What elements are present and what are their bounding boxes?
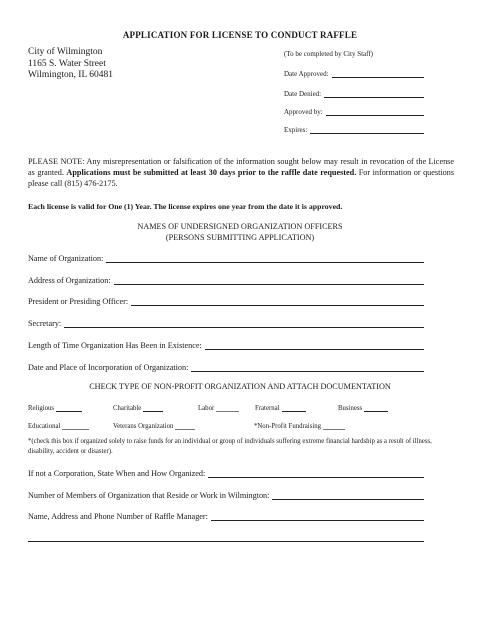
notice-part-2: Applications must be submitted at least 30 days prior to the raffle date requested. [66,168,357,177]
org-type-heading: CHECK TYPE OF NON-PROFIT ORGANIZATION AND ATTACH DOCUMENTATION [89,382,391,391]
checkbox-line[interactable] [62,422,89,430]
org-type-non-profit-fundraising[interactable] [254,422,345,430]
field-organization-address[interactable] [28,275,424,285]
field-organized-when-how[interactable] [28,468,424,478]
org-type-fraternal[interactable] [255,404,306,412]
field-line[interactable] [191,362,424,372]
approved-by-row[interactable] [284,107,424,116]
org-type-label: Charitable [113,405,142,412]
date-approved-line[interactable] [332,69,424,78]
approved-by-label: Approved by: [284,108,323,116]
org-type-labor[interactable] [198,404,239,412]
address-line-3: Wilmington, IL 60481 [28,70,114,80]
org-type-label: Veterans Organization [113,423,174,430]
field-line[interactable] [131,296,424,306]
org-type-label: Business [338,405,363,412]
field-label: Date and Place of Incorporation of Organization: [28,363,189,372]
expires-label: Expires: [284,126,308,134]
org-type-label: Fraternal [255,405,280,412]
checkbox-line[interactable] [56,404,82,412]
field-label: Name, Address and Phone Number of Raffle Manager: [28,512,208,521]
officers-heading [0,222,480,243]
field-line[interactable] [208,468,424,478]
address-line-2: 1165 S. Water Street [28,58,106,69]
field-line[interactable] [211,511,424,521]
checkbox-line[interactable] [364,404,388,412]
field-label: Number of Members of Organization that Reside or Work in Wilmington: [28,491,270,500]
field-label: Address of Organization: [28,276,111,285]
org-type-educational[interactable] [28,422,89,430]
field-label: If not a Corporation, State When and How Organized: [28,469,206,478]
notice-paragraph [28,156,454,189]
validity-statement: Each license is valid for One (1) Year. The license expires one year from the date it is approved. [28,202,343,211]
date-approved-row[interactable] [284,69,424,78]
field-line[interactable] [272,490,424,500]
checkbox-line[interactable] [216,404,239,412]
form-title: APPLICATION FOR LICENSE TO CONDUCT RAFFLE [122,30,358,40]
field-secretary[interactable] [28,318,424,328]
org-type-label: Educational [28,423,61,430]
address-line-1: City of Wilmington [28,47,103,57]
checkbox-line[interactable] [175,422,195,430]
checkbox-line[interactable] [282,404,306,412]
org-type-charitable[interactable] [113,404,163,412]
field-label: Length of Time Organization Has Been in Existence: [28,341,202,350]
officers-heading-line-1: NAMES OF UNDERSIGNED ORGANIZATION OFFICERS [137,222,343,231]
org-type-label: Religious [28,405,55,412]
field-line[interactable] [114,275,424,285]
expires-line[interactable] [310,125,424,134]
field-label: Secretary: [28,319,62,328]
field-organization-name[interactable] [28,253,424,263]
org-type-label: Labor [198,405,215,412]
date-denied-line[interactable] [324,89,424,98]
org-type-label: *Non-Profit Fundraising [254,423,322,430]
field-line[interactable] [64,318,424,328]
checkbox-line[interactable] [323,422,345,430]
date-denied-row[interactable] [284,89,424,98]
raffle-manager-continuation-line[interactable] [28,541,424,542]
date-approved-label: Date Approved: [284,70,329,78]
field-raffle-manager[interactable] [28,511,424,521]
expires-row[interactable] [284,125,424,134]
field-incorporation[interactable] [28,362,424,372]
date-denied-label: Date Denied: [284,90,322,98]
notice-part-1: PLEASE NOTE: Any misrepresentation or falsification of the information sought below may result in revocation of the License as granted. [28,157,454,177]
org-type-business[interactable] [338,404,388,412]
field-members-in-wilmington[interactable] [28,490,424,500]
field-length-of-existence[interactable] [28,340,424,350]
field-line[interactable] [106,253,424,263]
approved-by-line[interactable] [326,107,424,116]
field-label: President or Presiding Officer: [28,297,129,306]
city-address [28,47,113,82]
field-line[interactable] [205,340,424,350]
fundraising-footnote: *(check this box if organized solely to raise funds for an individual or group of individuals suffering extreme financial hardship as a result of illness, disability, accident or disaster). [28,438,432,455]
notice-part-3: For information or questions please call (815) 476-2175. [28,168,455,188]
org-type-religious[interactable] [28,404,82,412]
org-type-veterans[interactable] [113,422,195,430]
officers-heading-line-2: (PERSONS SUBMITTING APPLICATION) [165,232,315,242]
field-label: Name of Organization: [28,254,104,263]
checkbox-line[interactable] [143,404,163,412]
staff-note: (To be completed by City Staff) [284,50,374,58]
field-president[interactable] [28,296,424,306]
